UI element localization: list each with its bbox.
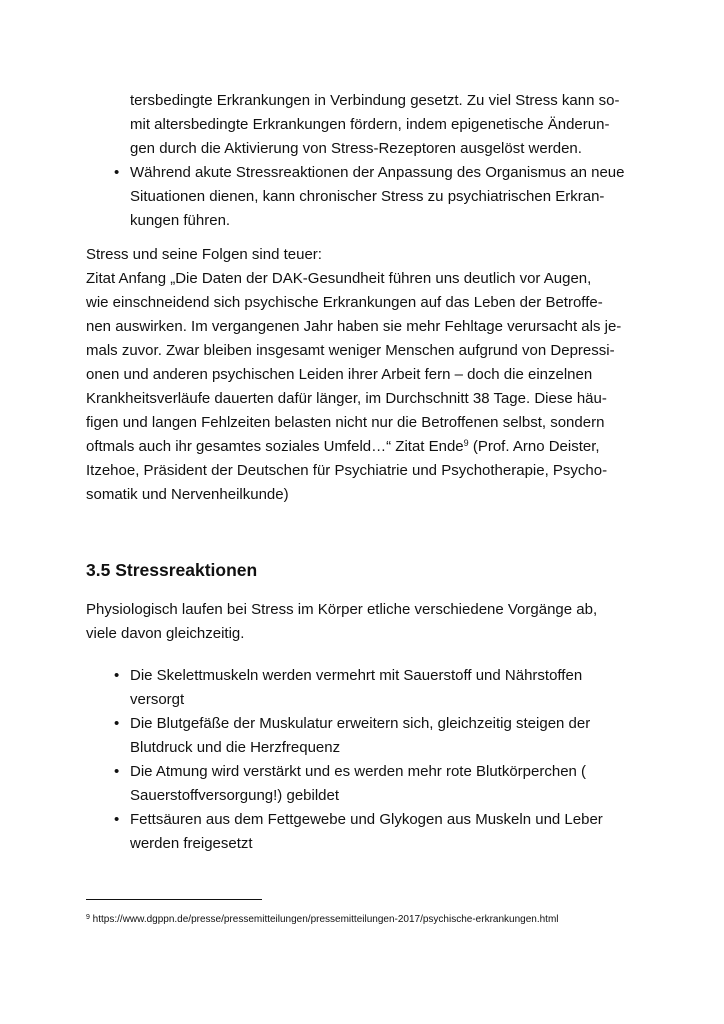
bullet-icon: • — [114, 763, 120, 780]
bullet-icon: • — [114, 667, 120, 684]
text-line: Itzehoe, Präsident der Deutschen für Psychiatrie und Psychotherapie, Psycho- — [86, 462, 608, 479]
list-item — [114, 712, 642, 760]
text-line: Stress und seine Folgen sind teuer: — [86, 246, 322, 263]
footnote-number: 9 — [86, 914, 90, 921]
bullet-icon: • — [114, 715, 120, 732]
list-item-text: Die Blutgefäße der Muskulatur erweitern sich, gleichzeitig steigen der Blutdruck und die Herzfrequenz — [130, 715, 591, 756]
continued-bullet-text — [130, 89, 642, 161]
text-line: mals zuvor. Zwar bleiben insgesamt weniger Menschen aufgrund von Depressi- — [86, 342, 615, 359]
section-heading: 3.5 Stressreaktionen — [86, 560, 258, 580]
footnote-separator — [86, 899, 262, 900]
list-item-text: Fettsäuren aus dem Fettgewebe und Glykogen aus Muskeln und Leber werden freigesetzt — [130, 811, 603, 852]
bullet-icon: • — [114, 164, 120, 181]
list-item — [114, 808, 642, 856]
footnote-link[interactable]: https://www.dgppn.de/presse/pressemitteilungen/pressemitteilungen-2017/psychische-erkrankungen.html — [89, 914, 559, 925]
list-item — [114, 760, 642, 808]
text-line: gen durch die Aktivierung von Stress-Rezeptoren ausgelöst werden. — [130, 140, 582, 157]
text-line: Krankheitsverläufe dauerten dafür länger, im Durchschnitt 38 Tage. Diese häu- — [86, 390, 607, 407]
text-line: tersbedingte Erkrankungen in Verbindung gesetzt. Zu viel Stress kann so- — [130, 92, 620, 109]
footnote-ref[interactable]: 9 — [463, 438, 469, 448]
text-line: Physiologisch laufen bei Stress im Körper etliche verschiedene Vorgänge ab, — [86, 601, 598, 618]
list-item-text: Die Skelettmuskeln werden vermehrt mit Sauerstoff und Nährstoffen versorgt — [130, 667, 583, 708]
text-line: nen auswirken. Im vergangenen Jahr haben sie mehr Fehltage verursacht als je- — [86, 318, 622, 335]
quote-paragraph — [86, 243, 642, 507]
text-line: oftmals auch ihr gesamtes soziales Umfeld…“ Zitat Ende — [86, 438, 464, 455]
list-item — [114, 664, 642, 712]
list-item-text: Die Atmung wird verstärkt und es werden mehr rote Blutkörperchen ( Sauerstoffversorgung!) gebildet — [130, 763, 587, 804]
list-item-text: Während akute Stressreaktionen der Anpassung des Organismus an neue Situationen dienen, kann chronischer Stress zu psychiatrischen Erkran- kungen führen. — [130, 164, 625, 229]
text-line: viele davon gleichzeitig. — [86, 625, 245, 642]
footnote — [86, 913, 646, 927]
text-line: Zitat Anfang „Die Daten der DAK-Gesundheit führen uns deutlich vor Augen, — [86, 270, 592, 287]
bullet-icon: • — [114, 811, 120, 828]
text-line: mit altersbedingte Erkrankungen fördern, indem epigenetische Änderun- — [130, 116, 610, 133]
text-line: somatik und Nervenheilkunde) — [86, 486, 289, 503]
section-intro — [86, 598, 642, 646]
list-item — [114, 161, 642, 233]
text-line: onen und anderen psychischen Leiden ihrer Arbeit fern – doch die einzelnen — [86, 366, 593, 383]
text-line: figen und langen Fehlzeiten belasten nicht nur die Betroffenen selbst, sondern — [86, 414, 605, 431]
text-line: wie einschneidend sich psychische Erkrankungen auf das Leben der Betroffe- — [86, 294, 603, 311]
text-line: (Prof. Arno Deister, — [468, 438, 600, 455]
